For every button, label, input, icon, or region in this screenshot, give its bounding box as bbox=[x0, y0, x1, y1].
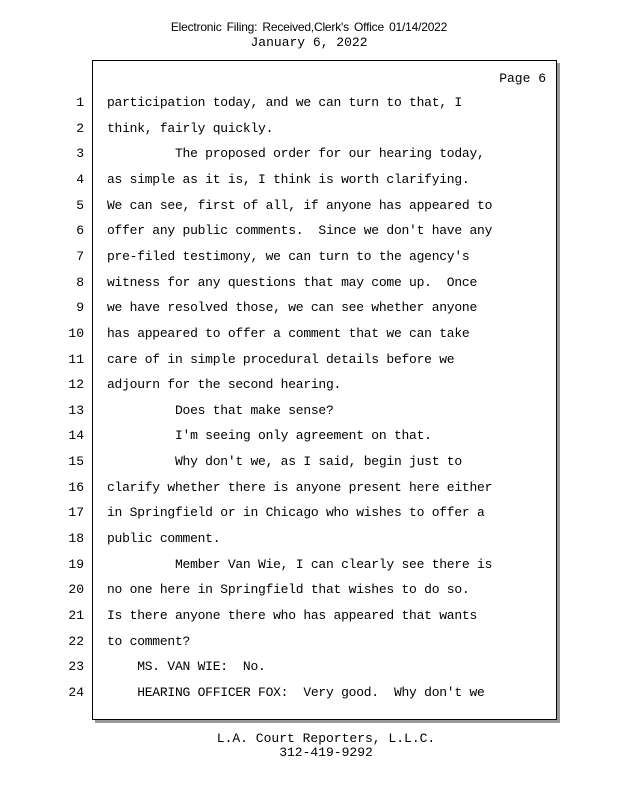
line-number: 21 bbox=[68, 608, 84, 623]
line-number: 18 bbox=[68, 531, 84, 546]
line-number: 5 bbox=[76, 198, 84, 213]
line-number: 4 bbox=[76, 172, 84, 187]
line-text: has appeared to offer a comment that we can take bbox=[107, 326, 470, 341]
line-text: The proposed order for our hearing today, bbox=[107, 146, 485, 161]
page-number: Page 6 bbox=[499, 71, 546, 86]
line-number: 11 bbox=[68, 352, 84, 367]
line-number: 10 bbox=[68, 326, 84, 341]
line-text: in Springfield or in Chicago who wishes to offer a bbox=[107, 505, 485, 520]
footer-company: L.A. Court Reporters, L.L.C. bbox=[216, 731, 436, 746]
line-text: witness for any questions that may come up. Once bbox=[107, 275, 478, 290]
line-text: MS. VAN WIE: No. bbox=[107, 659, 266, 674]
line-text: to comment? bbox=[107, 634, 191, 649]
line-text: pre-filed testimony, we can turn to the agency's bbox=[107, 249, 470, 264]
line-number: 1 bbox=[76, 95, 84, 110]
line-number: 16 bbox=[68, 480, 84, 495]
footer-phone: 312-419-9292 bbox=[279, 745, 373, 760]
line-text: Is there anyone there who has appeared that wants bbox=[107, 608, 478, 623]
line-number: 15 bbox=[68, 454, 84, 469]
line-number: 14 bbox=[68, 428, 84, 443]
line-number: 24 bbox=[68, 685, 84, 700]
footer bbox=[0, 732, 618, 760]
line-text: think, fairly quickly. bbox=[107, 121, 274, 136]
line-text: clarify whether there is anyone present here either bbox=[107, 480, 493, 495]
line-number: 7 bbox=[76, 249, 84, 264]
line-text: adjourn for the second hearing. bbox=[107, 377, 342, 392]
line-text: public comment. bbox=[107, 531, 221, 546]
header-date: January 6, 2022 bbox=[250, 35, 368, 50]
line-number: 3 bbox=[76, 146, 84, 161]
line-number: 13 bbox=[68, 403, 84, 418]
line-number: 12 bbox=[68, 377, 84, 392]
line-number: 20 bbox=[68, 582, 84, 597]
line-number: 22 bbox=[68, 634, 84, 649]
line-number: 23 bbox=[68, 659, 84, 674]
line-number: 6 bbox=[76, 223, 84, 238]
line-text: we have resolved those, we can see whether anyone bbox=[107, 300, 478, 315]
line-text: Why don't we, as I said, begin just to bbox=[107, 454, 462, 469]
line-text: offer any public comments. Since we don't have any bbox=[107, 223, 493, 238]
line-text: no one here in Springfield that wishes to do so. bbox=[107, 582, 470, 597]
line-text: I'm seeing only agreement on that. bbox=[107, 428, 432, 443]
line-text: Member Van Wie, I can clearly see there is bbox=[107, 557, 493, 572]
line-number: 17 bbox=[68, 505, 84, 520]
line-number: 2 bbox=[76, 121, 84, 136]
line-text: as simple as it is, I think is worth clarifying. bbox=[107, 172, 470, 187]
line-text: Does that make sense? bbox=[107, 403, 334, 418]
filing-stamp: Electronic Filing: Received,Clerk's Office 01/14/2022 bbox=[170, 20, 448, 34]
line-number: 8 bbox=[76, 275, 84, 290]
line-number: 19 bbox=[68, 557, 84, 572]
line-number: 9 bbox=[76, 300, 84, 315]
line-text: HEARING OFFICER FOX: Very good. Why don't we bbox=[107, 685, 485, 700]
line-text: care of in simple procedural details before we bbox=[107, 352, 455, 367]
line-text: We can see, first of all, if anyone has appeared to bbox=[107, 198, 493, 213]
line-text: participation today, and we can turn to that, I bbox=[107, 95, 462, 110]
